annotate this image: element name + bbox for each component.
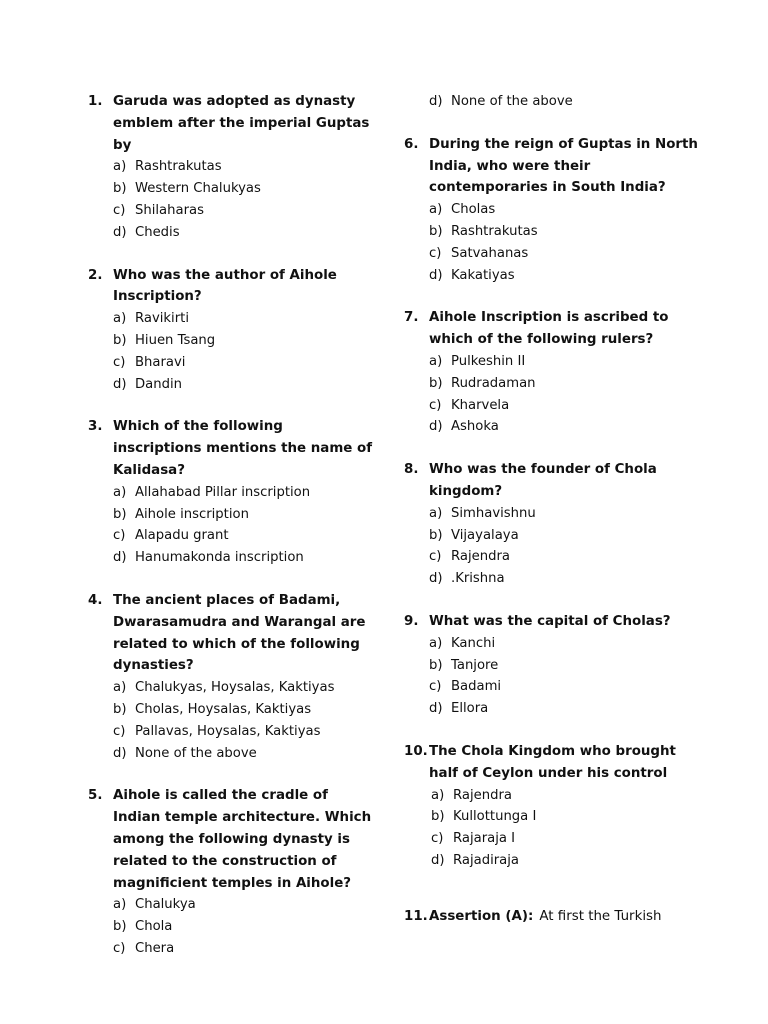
option-text: Chalukya	[135, 897, 196, 913]
option-text: Ashoka	[451, 419, 499, 435]
option-text: Vijayalaya	[451, 527, 519, 543]
option-text: Ravikirti	[135, 311, 189, 327]
option-item	[113, 743, 373, 765]
option-item	[429, 395, 704, 417]
question-3	[88, 416, 373, 569]
option-item	[113, 525, 373, 547]
option-text: Rajadiraja	[453, 852, 519, 868]
question-8	[404, 459, 704, 590]
option-item	[113, 330, 373, 352]
option-item	[429, 243, 704, 265]
question-number: 8.	[404, 462, 419, 478]
option-item	[429, 351, 704, 373]
option-item	[113, 721, 373, 743]
option-item	[113, 308, 373, 330]
assertion-text: At first the Turkish	[539, 908, 662, 924]
option-text: Chalukyas, Hoysalas, Kaktiyas	[135, 680, 335, 696]
option-letter: b)	[113, 506, 127, 522]
question-number: 2.	[88, 267, 103, 283]
option-text: Pallavas, Hoysalas, Kaktiyas	[135, 723, 321, 739]
option-item	[113, 547, 373, 569]
option-text: Rajendra	[451, 549, 510, 565]
question-number: 7.	[404, 310, 419, 326]
option-letter: d)	[429, 571, 443, 587]
option-text: Chera	[135, 940, 175, 956]
option-item	[113, 222, 373, 244]
option-text: Rudradaman	[451, 375, 536, 391]
option-letter: c)	[429, 245, 442, 261]
option-item	[429, 698, 704, 720]
option-text: None of the above	[135, 745, 257, 761]
option-letter: c)	[429, 679, 442, 695]
question-number: 5.	[88, 788, 103, 804]
option-letter: a)	[429, 635, 443, 651]
question-text: The Chola Kingdom who brought half of Ceylon under his control	[429, 743, 676, 781]
assertion-label: Assertion (A):	[429, 908, 534, 924]
option-item	[429, 91, 704, 113]
option-letter: c)	[113, 528, 126, 544]
question-text: Who was the founder of Chola kingdom?	[429, 462, 657, 499]
question-number: 1.	[88, 94, 103, 109]
question-text: What was the capital of Cholas?	[429, 613, 671, 629]
question-text: Which of the following inscriptions mentions the name of Kalidasa?	[113, 419, 373, 478]
option-text: Badami	[451, 679, 502, 695]
option-text: Rajaraja I	[453, 831, 516, 847]
option-list	[429, 503, 704, 590]
option-text: Chedis	[135, 224, 180, 240]
question-number: 6.	[404, 136, 419, 152]
option-letter: b)	[431, 809, 445, 825]
option-letter: a)	[113, 311, 127, 327]
option-item	[431, 785, 704, 807]
option-list	[113, 308, 373, 395]
option-letter: d)	[431, 852, 445, 868]
option-list	[429, 199, 704, 286]
option-text: Kanchi	[451, 635, 496, 651]
option-letter: c)	[113, 202, 126, 218]
option-letter: c)	[113, 723, 126, 739]
option-letter: c)	[429, 397, 442, 413]
option-text: Chola	[135, 919, 173, 935]
option-letter: d)	[113, 376, 127, 392]
option-item	[429, 199, 704, 221]
option-item	[113, 938, 373, 960]
option-letter: d)	[113, 745, 127, 761]
option-text: Rashtrakutas	[135, 159, 222, 175]
option-text: Allahabad Pillar inscription	[135, 484, 311, 500]
question-11	[404, 906, 704, 928]
option-letter: b)	[429, 223, 443, 239]
option-text: Shilaharas	[135, 202, 204, 218]
option-list	[113, 482, 373, 569]
question-number: 9.	[404, 613, 419, 629]
option-text: Bharavi	[135, 354, 186, 370]
option-text: Ellora	[451, 701, 489, 717]
option-letter: a)	[429, 353, 443, 369]
option-letter: c)	[113, 940, 126, 956]
option-item	[429, 221, 704, 243]
option-item	[113, 699, 373, 721]
option-item	[429, 373, 704, 395]
option-list	[429, 91, 704, 113]
option-item	[113, 374, 373, 396]
option-letter: d)	[429, 267, 443, 283]
option-list	[113, 894, 373, 959]
option-list	[113, 156, 373, 243]
question-5	[88, 785, 373, 959]
option-letter: b)	[429, 375, 443, 391]
question-number: 10.	[404, 743, 428, 759]
option-item	[429, 655, 704, 677]
option-item	[429, 525, 704, 547]
question-text: Who was the author of Aihole Inscription?	[113, 267, 337, 305]
option-list	[431, 785, 704, 872]
option-text: Kharvela	[451, 397, 510, 413]
option-letter: b)	[113, 332, 127, 348]
option-text: Simhavishnu	[451, 505, 536, 521]
option-text: Pulkeshin II	[451, 353, 526, 369]
option-letter: a)	[429, 505, 443, 521]
question-number: 4.	[88, 592, 103, 608]
question-number: 3.	[88, 419, 103, 435]
option-list	[429, 351, 704, 438]
question-text: Aihole Inscription is ascribed to which of the following rulers?	[429, 310, 669, 348]
option-item	[431, 828, 704, 850]
option-letter: a)	[113, 159, 127, 175]
question-text: Garuda was adopted as dynasty emblem after the imperial Guptas by	[113, 94, 370, 153]
option-item	[429, 568, 704, 590]
option-text: Tanjore	[451, 657, 499, 673]
question-text: During the reign of Guptas in North India, who were their contemporaries in South India?	[429, 136, 698, 196]
question-4	[88, 590, 373, 764]
question-number: 11.	[404, 908, 428, 924]
option-item	[113, 677, 373, 699]
option-text: Aihole inscription	[135, 506, 249, 522]
option-text: Rashtrakutas	[451, 223, 538, 239]
option-text: .Krishna	[451, 571, 505, 587]
question-5-continued	[404, 91, 704, 113]
option-text: Satvahanas	[451, 245, 529, 261]
option-item	[113, 916, 373, 938]
option-text: Kakatiyas	[451, 267, 515, 283]
question-7	[404, 307, 704, 438]
option-letter: d)	[429, 701, 443, 717]
option-letter: b)	[113, 181, 127, 197]
option-item	[429, 416, 704, 438]
option-text: Cholas, Hoysalas, Kaktiyas	[135, 701, 312, 717]
question-text: The ancient places of Badami, Dwarasamudra and Warangal are related to which of the following dynasties?	[113, 592, 366, 674]
option-letter: a)	[113, 897, 127, 913]
option-letter: c)	[113, 354, 126, 370]
option-item	[113, 352, 373, 374]
question-9	[404, 611, 704, 720]
option-text: Dandin	[135, 376, 182, 392]
option-item	[431, 806, 704, 828]
option-text: Hiuen Tsang	[135, 332, 216, 348]
option-item	[431, 850, 704, 872]
option-letter: d)	[113, 550, 127, 566]
option-letter: c)	[431, 831, 444, 847]
option-letter: b)	[113, 919, 127, 935]
option-letter: b)	[113, 701, 127, 717]
question-10	[404, 741, 704, 872]
option-letter: d)	[429, 419, 443, 435]
option-letter: d)	[429, 94, 443, 109]
option-letter: b)	[429, 527, 443, 543]
option-item	[113, 156, 373, 178]
option-text: Hanumakonda inscription	[135, 550, 304, 566]
option-item	[429, 503, 704, 525]
option-letter: a)	[429, 202, 443, 218]
option-text: Kullottunga I	[453, 809, 537, 825]
option-item	[429, 546, 704, 568]
option-letter: a)	[431, 787, 445, 803]
option-letter: a)	[113, 680, 127, 696]
option-item	[429, 676, 704, 698]
option-list	[113, 677, 373, 764]
question-6	[404, 134, 704, 287]
option-item	[113, 504, 373, 526]
option-letter: c)	[429, 549, 442, 565]
option-text: Rajendra	[453, 787, 512, 803]
question-2	[88, 265, 373, 396]
option-item	[113, 200, 373, 222]
option-text: Western Chalukyas	[135, 181, 261, 197]
option-item	[429, 265, 704, 287]
question-1	[88, 91, 373, 244]
option-text: Cholas	[451, 202, 496, 218]
option-text: None of the above	[451, 94, 573, 109]
question-text: Aihole is called the cradle of Indian temple architecture. Which among the following dynasty is related to the construction of magnificient temples in Aihole?	[113, 788, 372, 891]
option-list	[429, 633, 704, 720]
right-column	[404, 91, 704, 949]
option-text: Alapadu grant	[135, 528, 229, 544]
option-letter: d)	[113, 224, 127, 240]
option-item	[113, 894, 373, 916]
left-column	[88, 91, 373, 981]
option-item	[113, 482, 373, 504]
option-letter: b)	[429, 657, 443, 673]
option-item	[429, 633, 704, 655]
option-item	[113, 178, 373, 200]
option-letter: a)	[113, 484, 127, 500]
